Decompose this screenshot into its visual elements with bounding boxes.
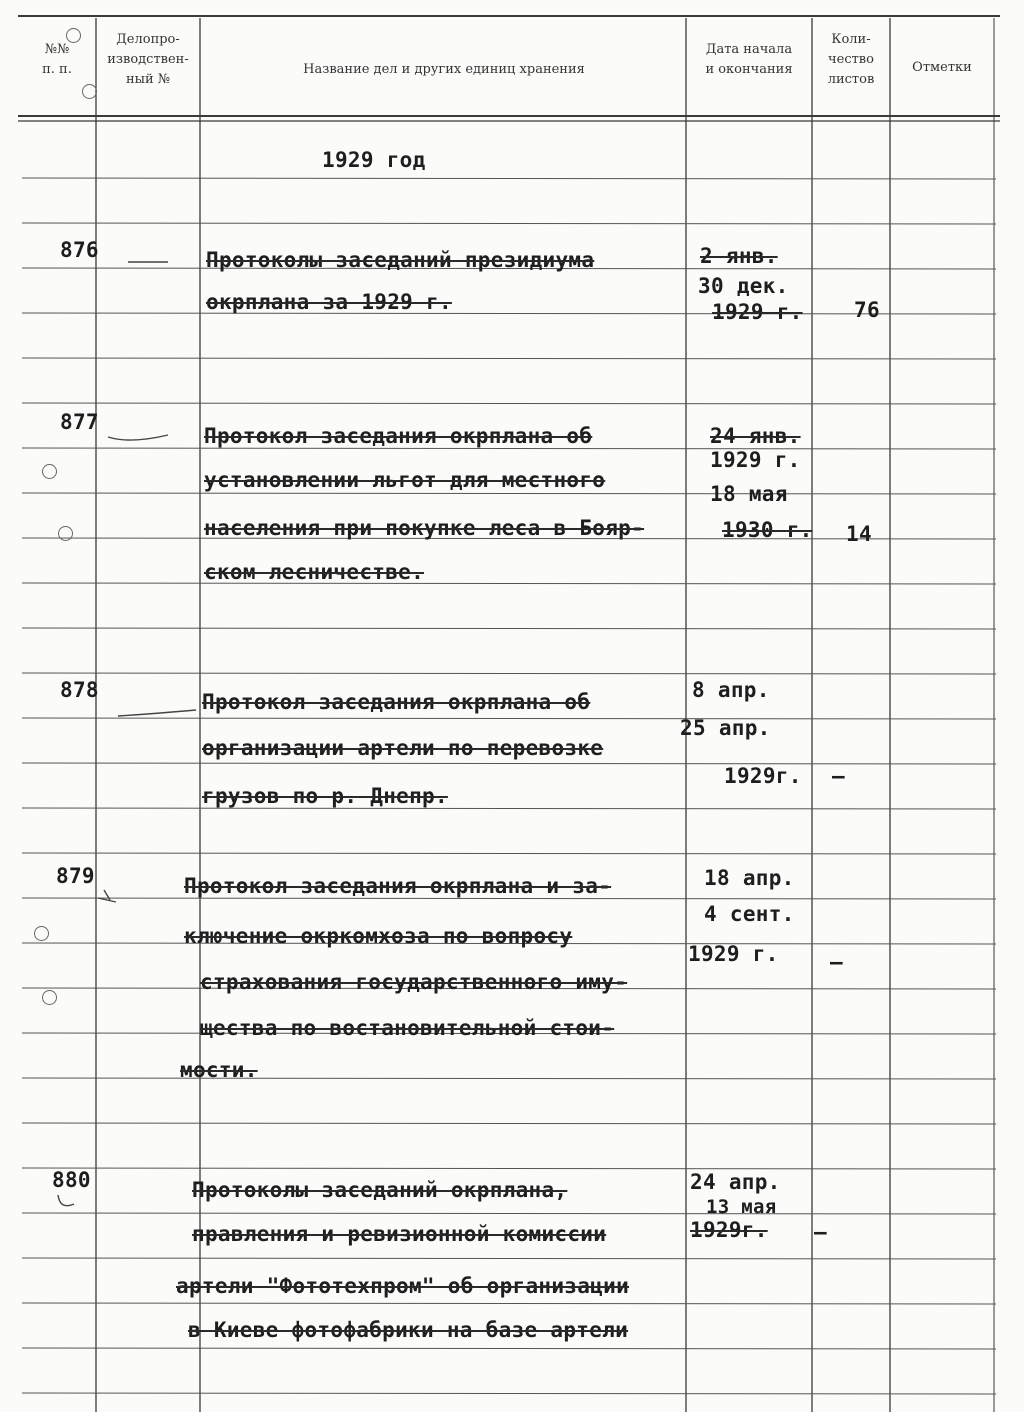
entry-number: 876	[60, 238, 99, 262]
entry-title-line: Протокол заседания окрплана и за-	[184, 874, 612, 898]
ruled-line	[22, 313, 996, 314]
entry-title-line: ском лесничестве.	[204, 560, 425, 584]
entry-date-line: 25 апр.	[680, 716, 771, 740]
ruled-line	[22, 1123, 996, 1124]
entry-sheets: –	[832, 764, 845, 788]
punch-hole-icon	[34, 926, 49, 941]
ruled-line	[22, 1393, 996, 1394]
entry-date-line: 18 мая	[710, 482, 788, 506]
entry-title-line: Протокол заседания окрплана об	[202, 690, 591, 714]
entry-title-line: щества по востановительной стои-	[200, 1016, 615, 1040]
ruled-line	[22, 1078, 996, 1079]
ruled-line	[22, 1303, 996, 1304]
ruled-line	[22, 358, 996, 359]
ruled-line	[22, 1213, 996, 1214]
entry-sheets: 76	[854, 298, 880, 322]
entry-date-line: 24 апр.	[690, 1170, 781, 1194]
entry-title-line: страхования государственного иму-	[200, 970, 628, 994]
entry-title-line: правления и ревизионной комиссии	[192, 1222, 607, 1246]
entry-date-line: 1930 г.	[722, 518, 813, 542]
entry-title-line: в Киеве фотофабрики на базе артели	[188, 1318, 629, 1342]
entry-date-line: 1929 г.	[710, 448, 801, 472]
entry-number: 877	[60, 410, 99, 434]
ruled-line	[22, 628, 996, 629]
ruled-line	[22, 1168, 996, 1169]
ruled-line	[22, 403, 996, 404]
entry-sheets: –	[814, 1220, 827, 1244]
entry-title-line: населения при покупке леса в Бояр-	[204, 516, 645, 540]
ruled-line	[22, 718, 996, 719]
entry-date-line: 2 янв.	[700, 244, 778, 268]
entry-title-line: артели "Фототехпром" об организации	[176, 1274, 630, 1298]
entry-number: 879	[56, 864, 95, 888]
ruled-line	[22, 853, 996, 854]
ruled-line	[22, 1348, 996, 1349]
entry-date-line: 1929г.	[724, 764, 802, 788]
entry-title-line: установлении льгот для местного	[204, 468, 606, 492]
entry-date-line: 30 дек.	[698, 274, 789, 298]
entry-date-line: 18 апр.	[704, 866, 795, 890]
entry-sheets: 14	[846, 522, 872, 546]
header-office-number: Делопро- изводствен- ный №	[107, 32, 189, 88]
entry-date-line: 4 сент.	[704, 902, 795, 926]
header-number: №№ п. п.	[42, 42, 72, 78]
punch-hole-icon	[58, 526, 73, 541]
ruled-line	[22, 673, 996, 674]
entry-title-line: организации артели по перевозке	[202, 736, 604, 760]
header-sheets: Коли- чество листов	[827, 32, 875, 88]
punch-hole-icon	[82, 84, 97, 99]
entry-date-line: 24 янв.	[710, 424, 801, 448]
ruled-line	[22, 583, 996, 584]
punch-hole-icon	[42, 464, 57, 479]
year-heading: 1929 год	[322, 148, 426, 172]
entry-title-line: окрплана за 1929 г.	[206, 290, 452, 314]
header-notes: Отметки	[912, 60, 972, 75]
ruled-line	[22, 223, 996, 224]
entry-date-line: 1929 г.	[688, 942, 779, 966]
entry-date-line: 8 апр.	[692, 678, 770, 702]
ruled-line	[22, 448, 996, 449]
ruled-line	[22, 808, 996, 809]
ruled-line	[22, 493, 996, 494]
entry-date-line: 1929г.	[690, 1218, 768, 1242]
entry-number: 880	[52, 1168, 91, 1192]
ruled-line	[22, 1258, 996, 1259]
entry-sheets: –	[830, 950, 843, 974]
ruled-line	[22, 178, 996, 179]
entry-title-line: мости.	[180, 1058, 258, 1082]
entry-title-line: Протокол заседания окрплана об	[204, 424, 593, 448]
ruled-line	[22, 763, 996, 764]
ruled-line	[22, 898, 996, 899]
entry-title-line: ключение окркомхоза по вопросу	[184, 924, 573, 948]
entry-date-line: 1929 г.	[712, 300, 803, 324]
entry-title-line: Протоколы заседаний окрплана,	[192, 1178, 568, 1202]
header-dates: Дата начала и окончания	[705, 42, 793, 78]
entry-date-line: 13 мая	[706, 1196, 777, 1218]
entry-title-line: Протоколы заседаний президиума	[206, 248, 595, 272]
punch-hole-icon	[42, 990, 57, 1005]
entry-number: 878	[60, 678, 99, 702]
header-title: Название дел и других единиц хранения	[303, 62, 585, 77]
entry-title-line: грузов по р. Днепр.	[202, 784, 448, 808]
